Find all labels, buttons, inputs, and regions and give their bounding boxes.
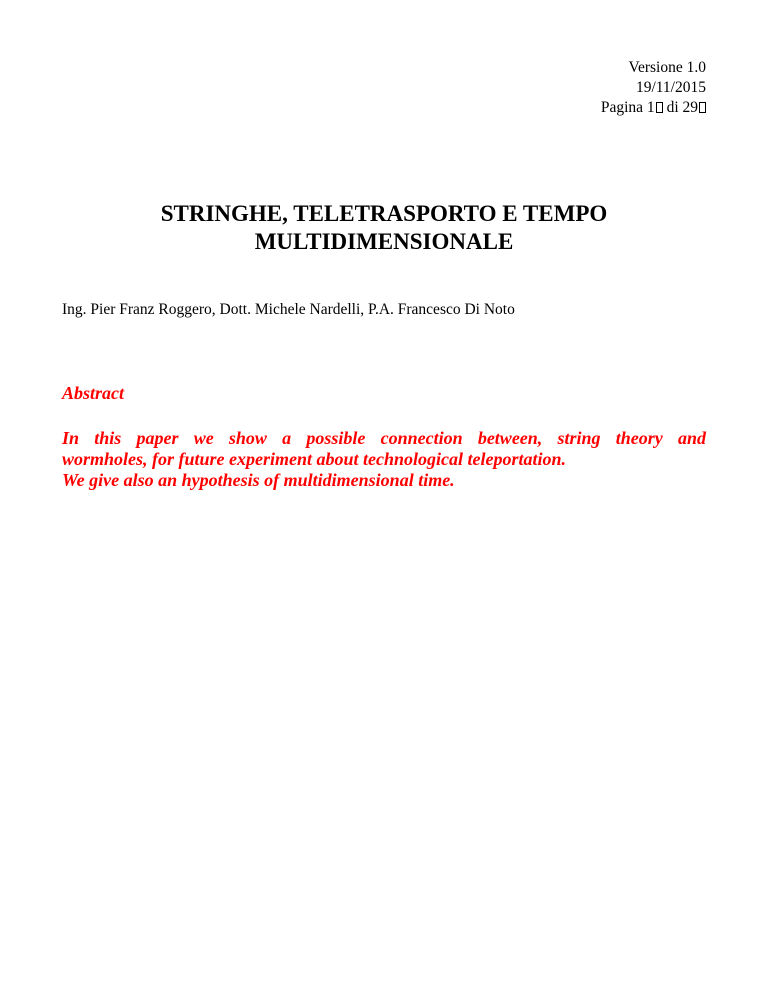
page-of-label: di 29 bbox=[662, 99, 698, 116]
version-label: Versione 1.0 bbox=[628, 59, 706, 76]
page-number bbox=[601, 98, 706, 118]
page-title bbox=[0, 200, 768, 256]
abstract-line-1: In this paper we show a possible connection between, string theory and bbox=[62, 428, 706, 448]
date-label: 19/11/2015 bbox=[635, 79, 706, 96]
abstract-line-2: wormholes, for future experiment about technological teleportation. bbox=[62, 449, 567, 469]
abstract-body bbox=[62, 428, 706, 491]
author-list: Ing. Pier Franz Roggero, Dott. Michele Nardelli, P.A. Francesco Di Noto bbox=[62, 301, 515, 318]
title-line-1: STRINGHE, TELETRASPORTO E TEMPO bbox=[160, 201, 608, 226]
abstract-heading: Abstract bbox=[62, 383, 125, 403]
page-label: Pagina 1 bbox=[600, 99, 655, 116]
title-line-2: MULTIDIMENSIONALE bbox=[254, 229, 514, 254]
document-header bbox=[601, 58, 706, 118]
abstract-line-3: We give also an hypothesis of multidimensional time. bbox=[62, 470, 455, 490]
missing-glyph-icon bbox=[656, 102, 663, 113]
missing-glyph-icon bbox=[699, 102, 706, 113]
